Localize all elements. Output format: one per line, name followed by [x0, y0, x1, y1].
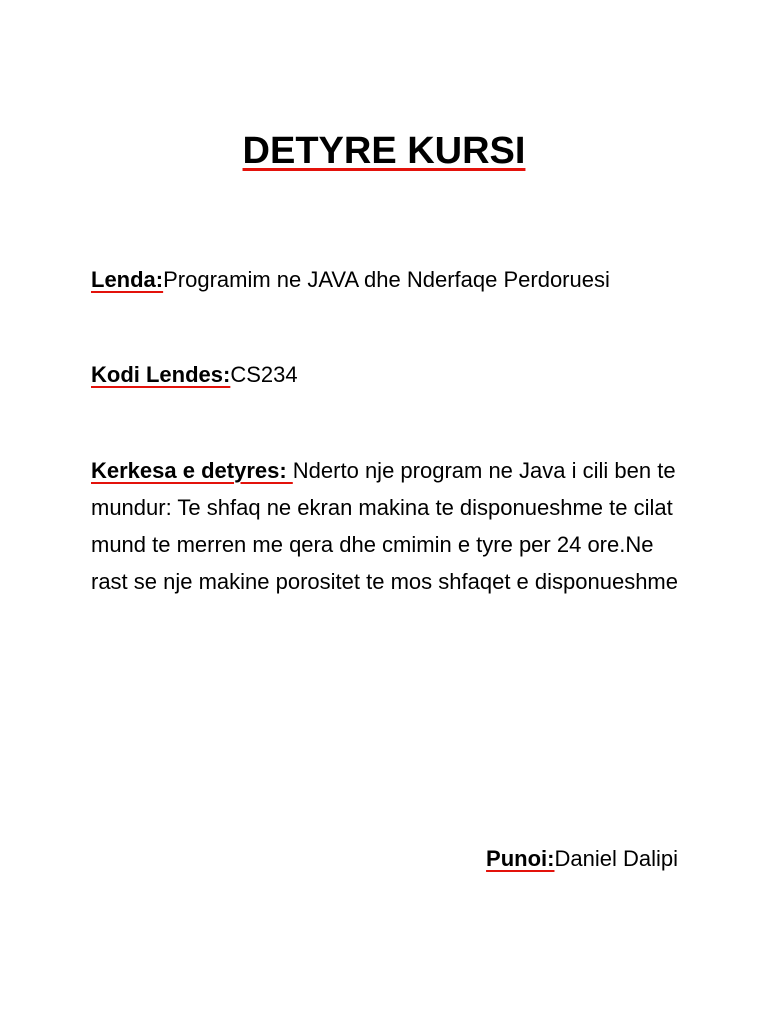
author-line: [486, 840, 678, 877]
document-title-text: DETYRE KURSI: [242, 130, 526, 173]
author-name: Daniel Dalipi: [554, 846, 678, 871]
course-code-line: [91, 356, 298, 393]
document-title: [0, 125, 768, 177]
subject-line: [91, 261, 610, 298]
subject-label: Lenda:: [91, 267, 164, 292]
assignment-requirement-text: Nderto nje program ne Java i cili ben te mundur: Te shfaq ne ekran makina te disponueshme te cilat mund te merren me qera dhe cmimin e tyre per 24 ore.Ne rast se nje makine porositet te mos shfaqet e disponueshme: [91, 458, 678, 594]
subject-value: Programim ne JAVA dhe Nderfaqe Perdoruesi: [163, 267, 610, 292]
assignment-requirement-label: Kerkesa e detyres:: [91, 458, 293, 483]
assignment-requirement: [91, 452, 691, 600]
author-label: Punoi:: [486, 846, 555, 871]
course-code-label: Kodi Lendes:: [91, 362, 231, 387]
course-code-value: CS234: [230, 362, 298, 387]
